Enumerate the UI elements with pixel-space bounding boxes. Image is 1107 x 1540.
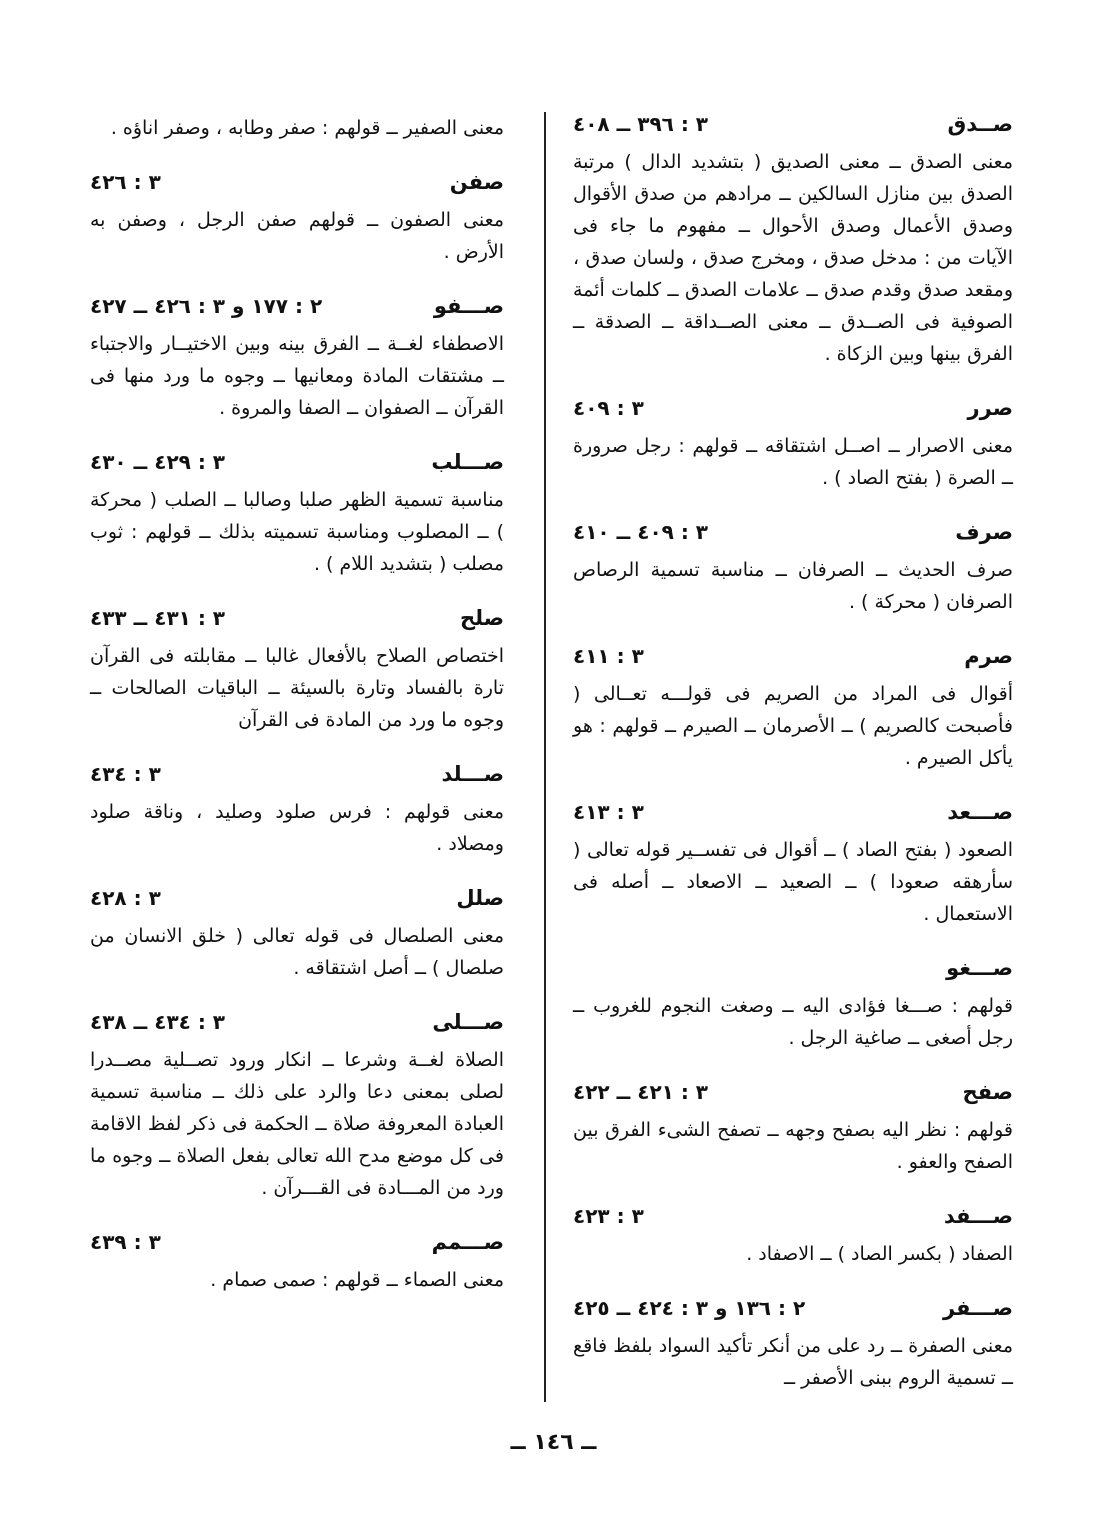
dictionary-entry [573, 956, 1013, 1054]
entry-header [573, 644, 1013, 678]
entry-headword: صـــلب [431, 450, 504, 474]
entry-text: قولهم : نظر اليه بصفح وجهه ــ تصفح الشىء الفرق بين الصفح والعفو . [573, 1119, 1013, 1173]
entry-text: الصفاد ( بكسر الصاد ) ــ الاصفاد . [746, 1243, 1013, 1265]
entry-headword: صلل [456, 886, 504, 910]
entry-references: ٢ : ١٣٦ و ٣ : ٤٢٤ ــ ٤٢٥ [573, 1296, 806, 1320]
entry-references: ٣ : ٤٠٩ [573, 396, 644, 420]
dictionary-entry [90, 112, 504, 144]
entry-header [90, 1010, 504, 1044]
entry-references: ٣ : ٤٣١ ــ ٤٣٣ [90, 606, 226, 630]
entry-text: معنى الصفرة ــ رد على من أنكر تأكيد السواد بلفظ فاقع ــ تسمية الروم ببنى الأصفر ــ [573, 1335, 1013, 1389]
entry-text: الصلاة لغــة وشرعا ــ انكار ورود تصــلية مصــدرا لصلى بمعنى دعا والرد على ذلك ــ مناسبة تسمية العبادة المعروفة صلاة ــ الحكمة فى ذكر لفظ الاقامة فى كل موضع مدح الله تعالى بفعل الصلاة ــ وجوه ما ورد من المـــادة فى القـــرآن . [90, 1049, 504, 1199]
entry-references: ٢ : ١٧٧ و ٣ : ٤٢٦ ــ ٤٢٧ [90, 294, 323, 318]
entry-headword: صـــفد [943, 1204, 1013, 1228]
entry-header [573, 800, 1013, 834]
entry-headword: صـــفر [942, 1296, 1013, 1320]
entry-references: ٣ : ٤١١ [573, 644, 644, 668]
dictionary-entry [573, 644, 1013, 774]
dictionary-entry [90, 606, 504, 736]
dictionary-entry [573, 1296, 1013, 1394]
left-column [90, 112, 504, 1322]
entry-references: ٣ : ٤٣٤ ــ ٤٣٨ [90, 1010, 226, 1034]
entry-references: ٣ : ٤٢٩ ــ ٤٣٠ [90, 450, 226, 474]
entry-text: معنى الصفون ــ قولهم صفن الرجل ، وصفن به الأرض . [90, 209, 504, 263]
dictionary-entry [573, 800, 1013, 930]
entry-header [90, 762, 504, 796]
entry-references: ٣ : ٤٢٦ [90, 170, 161, 194]
dictionary-entry [573, 520, 1013, 618]
entry-header [573, 1080, 1013, 1114]
entry-headword: صـــغو [946, 956, 1013, 980]
entry-header [90, 886, 504, 920]
entry-header [573, 956, 1013, 990]
entry-header [90, 294, 504, 328]
entry-header [90, 606, 504, 640]
entry-references: ٣ : ٤٢٣ [573, 1204, 644, 1228]
entry-headword: صـــلد [441, 762, 504, 786]
entry-text: معنى الصماء ــ قولهم : صمى صمام . [210, 1269, 504, 1291]
entry-header [573, 112, 1013, 146]
dictionary-entry [573, 112, 1013, 370]
entry-headword: صـــعد [947, 800, 1013, 824]
dictionary-entry [573, 1080, 1013, 1178]
entry-headword: صلح [460, 606, 504, 630]
dictionary-entry [90, 1010, 504, 1204]
dictionary-entry [90, 450, 504, 580]
entry-header [90, 170, 504, 204]
dictionary-entry [573, 1204, 1013, 1270]
column-divider [544, 112, 546, 1402]
dictionary-entry [90, 294, 504, 424]
entry-references: ٣ : ٤٢٨ [90, 886, 161, 910]
entry-text: الاصطفاء لغــة ــ الفرق بينه وبين الاختيــار والاجتباء ــ مشتقات المادة ومعانيها ــ وجوه ما ورد منها فى القرآن ــ الصفوان ــ الصفا والمروة . [90, 333, 504, 419]
dictionary-entry [90, 762, 504, 860]
entry-text: معنى الصفير ــ قولهم : صفر وطابه ، وصفر اناؤه . [110, 117, 504, 139]
page-number: ــ ١٤٦ ــ [510, 1430, 597, 1455]
dictionary-entry [90, 1230, 504, 1296]
entry-headword: صــدق [947, 112, 1013, 136]
entry-header [90, 1230, 504, 1264]
entry-headword: صـــمم [431, 1230, 504, 1254]
entry-references: ٣ : ٤١٣ [573, 800, 644, 824]
entry-header [573, 520, 1013, 554]
entry-text: معنى قولهم : فرس صلود وصليد ، وناقة صلود ومصلاد . [90, 801, 504, 855]
entry-header [573, 1296, 1013, 1330]
entry-headword: صفن [449, 170, 504, 194]
entry-text: معنى الصدق ــ معنى الصديق ( بتشديد الدال ) مرتبة الصدق بين منازل السالكين ــ مرادهم من صدق الأقوال وصدق الأعمال وصدق الأحوال ــ مفهوم ما جاء فى الآيات من : مدخل صدق ، ومخرج صدق ، ولسان صدق ، ومقعد صدق وقدم صدق ــ علامات الصدق ــ كلمات أئمة الصوفية فى الصــدق ــ معنى الصــداقة ــ الصدقة ــ الفرق بينها وبين الزكاة . [573, 151, 1013, 365]
entry-text: اختصاص الصلاح بالأفعال غالبا ــ مقابلته فى القرآن تارة بالفساد وتارة بالسيئة ــ الباقيات الصالحات ــ وجوه ما ورد من المادة فى القرآن [90, 645, 504, 731]
dictionary-entry [573, 396, 1013, 494]
entry-text: صرف الحديث ــ الصرفان ــ مناسبة تسمية الرصاص الصرفان ( محركة ) . [573, 559, 1013, 613]
entry-text: أقوال فى المراد من الصريم فى قولـــه تعــالى ( فأصبحت كالصريم ) ــ الأصرمان ــ الصيرم ــ قولهم : هو يأكل الصيرم . [573, 683, 1013, 769]
entry-text: الصعود ( بفتح الصاد ) ــ أقوال فى تفســير قوله تعالى ( سأرهقه صعودا ) ــ الصعيد ــ الاصعاد ــ أصله فى الاستعمال . [573, 839, 1013, 925]
entry-text: مناسبة تسمية الظهر صلبا وصالبا ــ الصلب ( محركة ) ــ المصلوب ومناسبة تسميته بذلك ــ قولهم : ثوب مصلب ( بتشديد اللام ) . [90, 489, 504, 575]
entry-text: قولهم : صـــغا فؤادى اليه ــ وصغت النجوم للغروب ــ رجل أصغى ــ صاغية الرجل . [573, 995, 1013, 1049]
entry-headword: صفح [962, 1080, 1013, 1104]
entry-header [573, 1204, 1013, 1238]
entry-text: معنى الاصرار ــ اصــل اشتقاقه ــ قولهم : رجل صرورة ــ الصرة ( بفتح الصاد ) . [573, 435, 1013, 489]
entry-header [90, 450, 504, 484]
dictionary-entry [90, 170, 504, 268]
entry-references: ٣ : ٤٠٩ ــ ٤١٠ [573, 520, 709, 544]
entry-references: ٣ : ٤٣٩ [90, 1230, 161, 1254]
entry-references: ٣ : ٣٩٦ ــ ٤٠٨ [573, 112, 709, 136]
entry-headword: صرف [955, 520, 1013, 544]
entry-references: ٣ : ٤٣٤ [90, 762, 161, 786]
right-column [573, 112, 1013, 1420]
entry-text: معنى الصلصال فى قوله تعالى ( خلق الانسان من صلصال ) ــ أصل اشتقاقه . [90, 925, 504, 979]
entry-headword: صـــلى [432, 1010, 504, 1034]
entry-references: ٣ : ٤٢١ ــ ٤٢٢ [573, 1080, 709, 1104]
entry-headword: صرم [964, 644, 1013, 668]
entry-headword: صرر [967, 396, 1013, 420]
dictionary-entry [90, 886, 504, 984]
entry-header [573, 396, 1013, 430]
entry-headword: صـــفو [433, 294, 504, 318]
